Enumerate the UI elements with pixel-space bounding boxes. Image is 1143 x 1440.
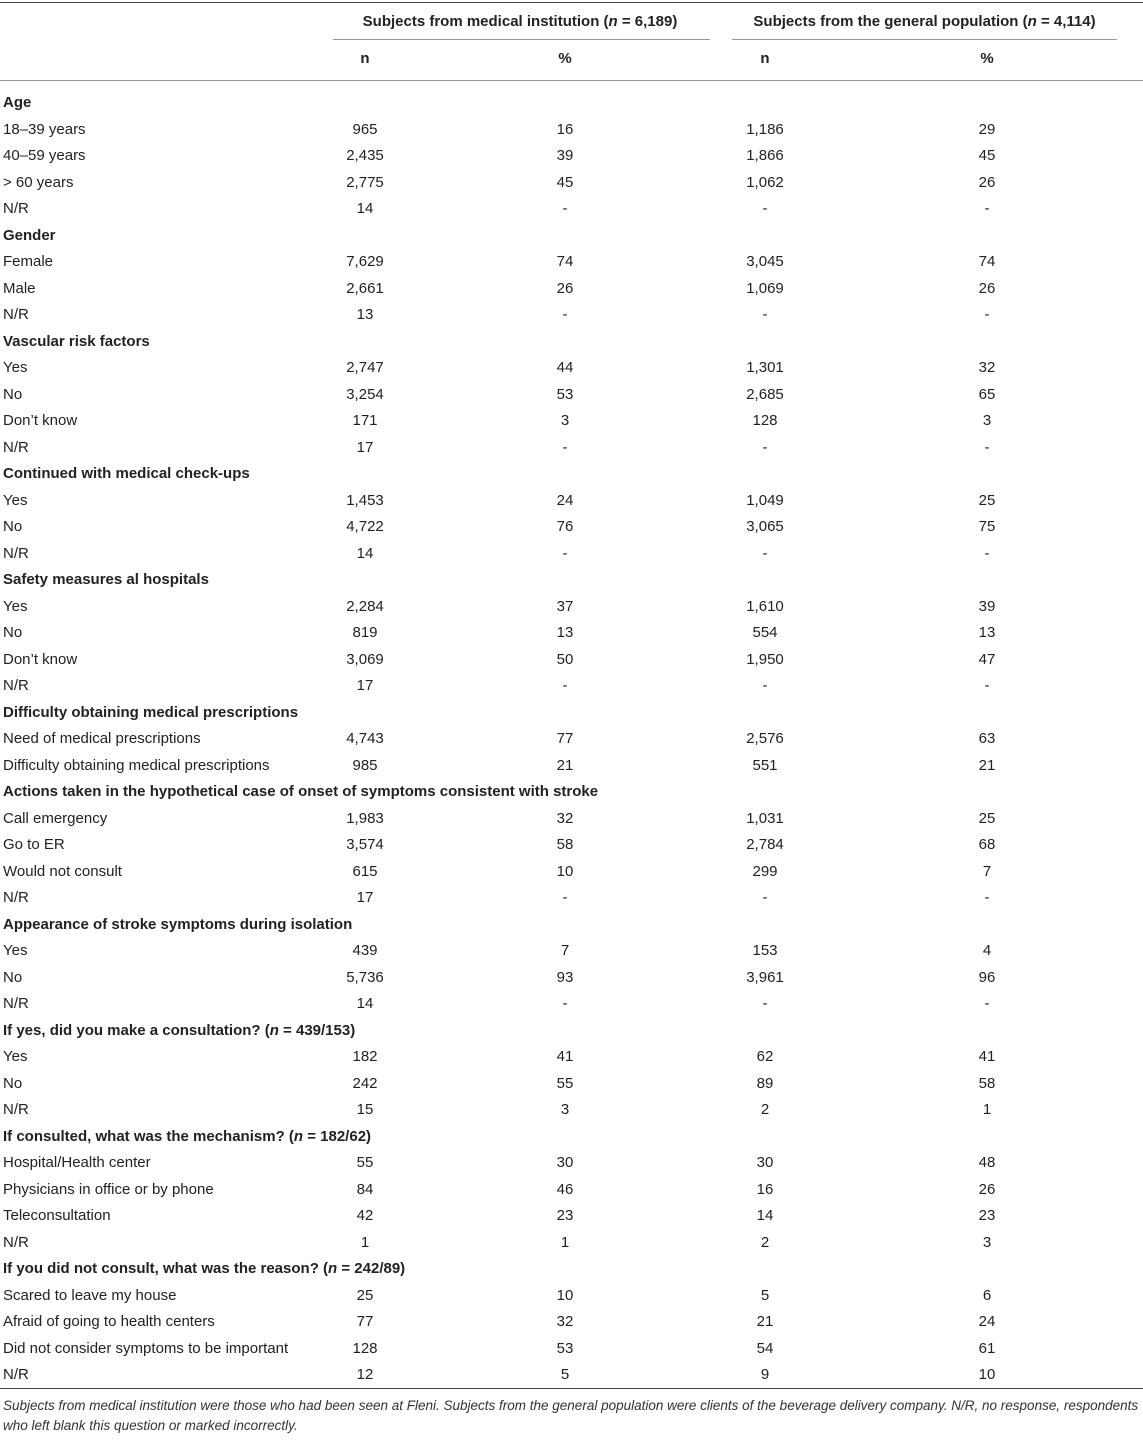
cell-pct-general: 21 [978,756,996,774]
cell-pct-medical: 16 [556,120,574,138]
cell-pct-general: 29 [978,120,996,138]
cell-pct-medical: 23 [556,1207,574,1224]
cell-n-medical: 12 [356,1366,374,1383]
row-label: N/R [3,677,29,694]
cell-pct-medical: 53 [556,385,574,403]
cell-n-medical: 55 [356,1154,374,1171]
row-label: Scared to leave my house [3,1286,177,1304]
row-label: N/R [3,889,29,906]
cell-pct-medical: 41 [556,1048,574,1065]
cell-pct-medical: 7 [560,942,570,959]
cell-n-general: 1,866 [746,147,784,164]
table-footnote: Subjects from medical institution were those who had been seen at Fleni. Subjects from the general population were clients of the beverage delivery company. N/R, no response, respondents who left blank this question or marked incorrectly. [3,1398,1139,1433]
cell-n-general: 16 [756,1180,774,1198]
cell-n-medical: 1,453 [346,491,384,509]
section-header-row [0,912,1143,939]
row-label: Go to ER [3,836,65,853]
cell-pct-general: 68 [978,836,996,853]
cell-pct-medical: 45 [556,173,574,191]
cell-n-general: 2,685 [746,385,784,403]
cell-pct-medical: 53 [556,1339,574,1357]
cell-n-general: 554 [752,624,778,641]
cell-n-general: 1,069 [746,279,784,297]
cell-n-medical: 2,775 [346,173,384,191]
cell-n-general: - [762,438,768,456]
cell-pct-medical: 39 [556,147,574,164]
row-label: N/R [3,544,29,562]
section-label: Continued with medical check-ups [3,465,250,482]
cell-pct-general: - [984,438,990,456]
cell-pct-medical: - [562,889,568,906]
table-row [0,1230,1143,1257]
group-header-general-population: Subjects from the general population (n = 4,114) [753,13,1096,30]
table-row [0,488,1143,515]
cell-pct-general: - [984,544,990,562]
cell-n-general: 3,065 [746,518,784,535]
table-row [0,435,1143,462]
cell-n-general: - [762,995,768,1012]
table-row [0,965,1143,992]
cell-n-medical: 439 [352,942,378,959]
row-label: Would not consult [3,862,122,880]
cell-n-general: 1,031 [746,809,784,827]
section-label: Age [3,94,32,111]
group-header-medical-institution: Subjects from medical institution (n = 6,189) [362,13,678,30]
table-row [0,885,1143,912]
section-header-row [0,1124,1143,1151]
cell-pct-general: 26 [978,279,996,297]
table-row [0,1177,1143,1204]
row-label: Teleconsultation [3,1207,111,1224]
group-rule-general [732,39,1117,40]
cell-n-medical: 3,254 [346,385,384,403]
cell-n-general: 2 [760,1233,770,1251]
cell-pct-medical: 74 [556,253,574,270]
table-row [0,859,1143,886]
table-row [0,170,1143,197]
cell-pct-medical: 5 [560,1366,570,1383]
row-label: N/R [3,200,29,217]
cell-pct-medical: 26 [556,279,574,297]
table-row [0,196,1143,223]
row-label: No [3,385,23,403]
table-row [0,938,1143,965]
table-row [0,143,1143,170]
row-label: N/R [3,1233,29,1251]
row-label: No [3,518,23,535]
row-label: N/R [3,306,29,323]
cell-pct-general: 3 [982,1233,992,1251]
cell-pct-medical: 37 [556,597,574,615]
row-label: > 60 years [3,173,74,191]
header-rule [0,80,1143,81]
row-label: N/R [3,995,29,1012]
cell-n-general: 9 [760,1366,770,1383]
cell-pct-general: 74 [978,253,996,270]
cell-n-medical: 5,736 [346,968,384,986]
cell-n-medical: 965 [352,120,378,138]
cell-pct-medical: 3 [560,1101,570,1118]
cell-pct-general: - [984,889,990,906]
cell-n-general: 2,784 [746,836,784,853]
section-header-row [0,461,1143,488]
table-row [0,249,1143,276]
table-row [0,382,1143,409]
cell-n-medical: 4,743 [346,730,384,747]
section-label: If you did not consult, what was the reason? (n = 242/89) [3,1260,406,1277]
table-row [0,276,1143,303]
table-row [0,594,1143,621]
section-label: Difficulty obtaining medical prescriptions [3,703,299,721]
cell-n-medical: 985 [352,756,378,774]
cell-pct-medical: - [562,544,568,562]
cell-n-general: 1,049 [746,491,784,509]
row-label: No [3,624,23,641]
section-header-row [0,329,1143,356]
section-header-row [0,779,1143,806]
row-label: Call emergency [3,809,108,827]
table-body [0,90,1143,1389]
table-row [0,620,1143,647]
cell-n-medical: 128 [352,1339,378,1357]
cell-pct-general: 23 [978,1207,996,1224]
row-label: No [3,968,23,986]
table-row [0,1283,1143,1310]
table-row [0,514,1143,541]
cell-pct-general: 63 [978,730,996,747]
cell-n-medical: 13 [356,306,374,323]
row-label: Don’t know [3,650,78,668]
cell-n-general: - [762,306,768,323]
cell-n-general: 30 [756,1154,774,1171]
cell-n-medical: 17 [356,438,374,456]
table-row [0,673,1143,700]
cell-n-medical: 171 [352,412,378,429]
table-row [0,647,1143,674]
cell-n-medical: 2,284 [346,597,384,615]
cell-pct-general: 65 [978,385,996,403]
cell-n-general: 3,961 [746,968,784,986]
cell-pct-medical: 32 [556,809,574,827]
section-header-row [0,567,1143,594]
cell-pct-general: 61 [978,1339,996,1357]
col-header-n-medical: n [360,50,370,67]
cell-n-medical: 17 [356,677,374,694]
section-label: If consulted, what was the mechanism? (n = 182/62) [3,1127,372,1145]
table-row [0,1071,1143,1098]
cell-n-general: 551 [752,756,778,774]
cell-pct-general: - [984,995,990,1012]
col-header-pct-general: % [980,50,994,67]
cell-pct-general: 10 [978,1366,996,1383]
cell-pct-general: 13 [978,624,996,641]
cell-pct-medical: 10 [556,862,574,880]
cell-pct-general: 48 [978,1154,996,1171]
cell-n-medical: 615 [352,862,378,880]
cell-n-general: 1,186 [746,120,784,138]
cell-pct-medical: 3 [560,412,570,429]
cell-pct-medical: - [562,306,568,323]
cell-n-general: 1,950 [746,650,784,668]
cell-n-medical: 1,983 [346,809,384,827]
cell-pct-general: 96 [978,968,996,986]
cell-n-medical: 819 [352,624,378,641]
table-row [0,1336,1143,1363]
cell-n-medical: 7,629 [346,253,384,270]
cell-n-medical: 1 [360,1233,370,1251]
section-header-row [0,1256,1143,1283]
table-row [0,355,1143,382]
row-label: Yes [3,359,28,376]
cell-n-medical: 242 [352,1074,378,1092]
section-label: Gender [3,226,56,244]
cell-pct-medical: 76 [556,518,574,535]
row-label: Physicians in office or by phone [3,1180,214,1198]
cell-n-general: 1,610 [746,597,784,615]
cell-n-medical: 15 [356,1101,374,1118]
row-label: Did not consider symptoms to be important [3,1339,289,1357]
cell-pct-general: 75 [978,518,996,535]
cell-n-general: - [762,889,768,906]
top-rule [0,2,1143,3]
row-label: Male [3,279,36,297]
cell-pct-medical: 13 [556,624,574,641]
cell-pct-medical: - [562,677,568,694]
table-row [0,1150,1143,1177]
row-label: N/R [3,1366,29,1383]
table-row [0,753,1143,780]
cell-pct-general: 6 [982,1286,992,1304]
row-label: Difficulty obtaining medical prescriptions [3,756,270,774]
cell-pct-general: 39 [978,597,996,615]
cell-n-medical: 4,722 [346,518,384,535]
cell-n-general: 54 [756,1339,774,1357]
cell-pct-medical: 50 [556,650,574,668]
cell-n-general: - [762,200,768,217]
bottom-rule [0,1388,1143,1389]
cell-n-medical: 77 [356,1313,374,1330]
cell-n-general: 128 [752,412,778,429]
row-label: Yes [3,942,28,959]
section-header-row [0,1018,1143,1045]
row-label: No [3,1074,23,1092]
cell-pct-medical: 24 [556,491,574,509]
cell-pct-general: 45 [978,147,996,164]
cell-pct-general: - [984,200,990,217]
cell-pct-general: 32 [978,359,996,376]
cell-n-general: 299 [752,862,778,880]
cell-n-medical: 14 [356,544,374,562]
cell-n-general: 5 [760,1286,770,1304]
cell-pct-general: 26 [978,173,996,191]
cell-pct-general: 7 [982,862,992,880]
cell-n-medical: 2,435 [346,147,384,164]
cell-n-medical: 2,661 [346,279,384,297]
table-row [0,1309,1143,1336]
cell-pct-medical: 10 [556,1286,574,1304]
cell-pct-medical: - [562,995,568,1012]
cell-n-medical: 14 [356,995,374,1012]
section-header-row [0,90,1143,117]
row-label: N/R [3,1101,29,1118]
cell-pct-medical: 21 [556,756,574,774]
section-label: Appearance of stroke symptoms during isolation [3,915,353,933]
table-row [0,302,1143,329]
row-label: Afraid of going to health centers [3,1313,215,1330]
col-header-pct-medical: % [558,50,572,67]
cell-pct-medical: 44 [556,359,574,376]
cell-n-general: - [762,677,768,694]
cell-pct-general: 4 [982,942,992,959]
row-label: Hospital/Health center [3,1154,151,1171]
row-label: N/R [3,438,29,456]
cell-n-general: 1,301 [746,359,784,376]
cell-n-medical: 3,574 [346,836,384,853]
cell-n-general: 14 [756,1207,774,1224]
cell-pct-medical: 58 [556,836,574,853]
section-label: If yes, did you make a consultation? (n = 439/153) [3,1021,356,1039]
row-label: Female [3,253,54,270]
table-row [0,1044,1143,1071]
section-header-row [0,223,1143,250]
row-label: Yes [3,597,28,615]
cell-n-medical: 14 [356,200,374,217]
section-label: Actions taken in the hypothetical case of onset of symptoms consistent with stroke [3,783,599,800]
cell-n-medical: 42 [356,1207,374,1224]
cell-pct-general: 25 [978,809,996,827]
table-row [0,117,1143,144]
cell-pct-medical: 46 [556,1180,574,1198]
col-header-n-general: n [760,50,770,67]
cell-pct-medical: 30 [556,1154,574,1171]
cell-n-medical: 17 [356,889,374,906]
row-label: Need of medical prescriptions [3,730,201,747]
cell-n-medical: 2,747 [346,359,384,376]
row-label: Yes [3,1048,28,1065]
table-row [0,726,1143,753]
table-row [0,806,1143,833]
cell-pct-general: 25 [978,491,996,509]
cell-pct-medical: 1 [560,1233,570,1251]
cell-pct-medical: - [562,438,568,456]
cell-pct-general: 1 [982,1101,992,1118]
cell-n-general: 21 [756,1313,774,1330]
row-label: 18–39 years [3,120,86,138]
cell-n-general: 3,045 [746,253,784,270]
cell-pct-medical: - [562,200,568,217]
table-row [0,832,1143,859]
cell-n-general: - [762,544,768,562]
cell-pct-general: 47 [978,650,996,668]
cell-n-medical: 84 [356,1180,374,1198]
cell-n-general: 153 [752,942,778,959]
cell-pct-general: - [984,306,990,323]
cell-n-medical: 182 [352,1048,378,1065]
cell-pct-general: 41 [978,1048,996,1065]
cell-n-general: 62 [756,1048,774,1065]
cell-pct-medical: 55 [556,1074,574,1092]
row-label: Yes [3,491,28,509]
table-row [0,1203,1143,1230]
table-row [0,408,1143,435]
cell-pct-general: 26 [978,1180,996,1198]
section-label: Vascular risk factors [3,332,150,350]
cell-pct-medical: 32 [556,1313,574,1330]
cell-n-general: 2 [760,1101,770,1118]
table-row [0,991,1143,1018]
cell-pct-medical: 77 [556,730,574,747]
section-label: Safety measures al hospitals [3,571,209,588]
cell-pct-general: 3 [982,412,992,429]
table-row [0,1362,1143,1389]
cell-n-general: 2,576 [746,730,784,747]
cell-n-general: 1,062 [746,173,784,191]
cell-pct-medical: 93 [556,968,574,986]
cell-pct-general: 24 [978,1313,996,1330]
section-header-row [0,700,1143,727]
cell-n-general: 89 [756,1074,774,1092]
cell-n-medical: 25 [356,1286,374,1304]
cell-pct-general: 58 [978,1074,996,1092]
cell-pct-general: - [984,677,990,694]
group-rule-medical [333,39,710,40]
row-label: 40–59 years [3,147,86,164]
row-label: Don’t know [3,412,78,429]
table-row [0,1097,1143,1124]
table-row [0,541,1143,568]
cell-n-medical: 3,069 [346,650,384,668]
